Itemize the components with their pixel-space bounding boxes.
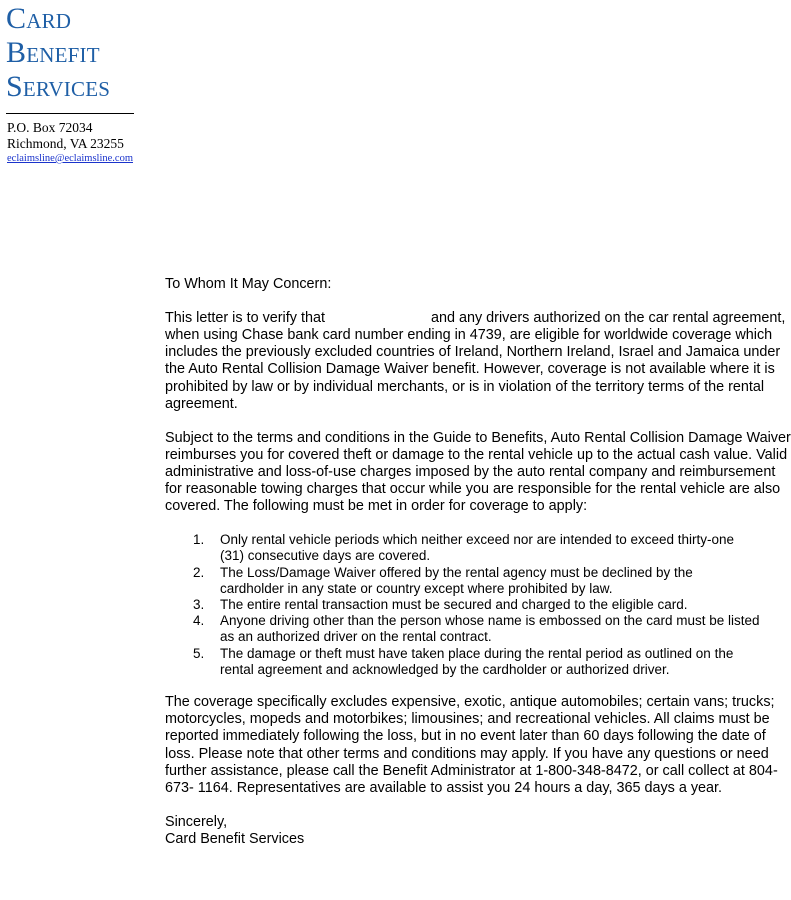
salutation: To Whom It May Concern:: [165, 276, 332, 292]
list-number: 4.: [193, 613, 205, 629]
closing: Sincerely,: [165, 813, 228, 830]
email-link[interactable]: eclaimsline@eclaimsline.com: [7, 153, 133, 164]
address-line-city: Richmond, VA 23255: [7, 136, 124, 151]
paragraph-verification: [165, 310, 791, 413]
address-line-po-box: P.O. Box 72034: [7, 120, 93, 135]
return-address: [7, 120, 133, 165]
list-number: 2.: [193, 564, 205, 580]
conditions-list: [165, 532, 791, 678]
list-number: 1.: [193, 532, 205, 548]
company-logo: [6, 2, 134, 104]
logo-divider: [6, 113, 134, 114]
paragraph-exclusions: The coverage specifically excludes expensive, exotic, antique automobiles; certain vans; trucks; motorcycles, mopeds and motorbikes; limousines; and recreational vehicles. All claims must be reported immediately following the loss, but in no event later than 60 days following the date of loss. Please note that other terms and conditions may apply. If you have any questions or need further assistance, please call the Benefit Administrator at 1-800-348-8472, or call collect at 804-673- 1164. Representatives are available to assist you 24 hours a day, 365 days a year.: [165, 694, 778, 797]
closing-block: [165, 814, 791, 848]
paragraph-terms: Subject to the terms and conditions in the Guide to Benefits, Auto Rental Collision Damage Waiver reimburses you for covered theft or damage to the rental vehicle up to the actual cash value. Valid administrative and loss-of-use charges imposed by the auto rental company and reimbursement for reasonable towing charges that occur while you are responsible for the rental vehicle are also covered. The following must be met in order for coverage to apply:: [165, 429, 791, 515]
logo-line-card: Card: [6, 2, 72, 35]
logo-line-services: Services: [6, 70, 111, 103]
list-text: The entire rental transaction must be secured and charged to the eligible card.: [220, 597, 688, 613]
list-item: [165, 597, 760, 613]
paragraph-verification-start: This letter is to verify that: [165, 309, 325, 326]
list-number: 3.: [193, 597, 205, 613]
list-item: [165, 613, 760, 645]
list-number: 5.: [193, 645, 205, 661]
list-item: [165, 565, 760, 597]
list-text: The damage or theft must have taken place during the rental period as outlined on the rental agreement and acknowledged by the cardholder or authorized driver.: [220, 645, 734, 677]
list-item: [165, 646, 760, 678]
logo-line-benefit: Benefit: [6, 36, 100, 69]
paragraph-verification-rest: and any drivers authorized on the car rental agreement, when using Chase bank card number ending in 4739, are eligible for worldwide coverage which includes the previously excluded countries of Ireland, Northern Ireland, Israel and Jamaica under the Auto Rental Collision Damage Waiver benefit. However, coverage is not available where it is prohibited by law or by individual merchants, or is in violation of the territory terms of the rental agreement.: [165, 309, 786, 412]
list-text: The Loss/Damage Waiver offered by the rental agency must be declined by the cardholder in any state or country except where prohibited by law.: [220, 564, 693, 596]
list-text: Anyone driving other than the person whose name is embossed on the card must be listed as an authorized driver on the rental contract.: [220, 613, 760, 645]
signature: Card Benefit Services: [165, 831, 305, 848]
list-text: Only rental vehicle periods which neither exceed nor are intended to exceed thirty-one (31) consecutive days are covered.: [220, 532, 735, 564]
letter-body: [165, 276, 791, 848]
list-item: [165, 532, 760, 564]
